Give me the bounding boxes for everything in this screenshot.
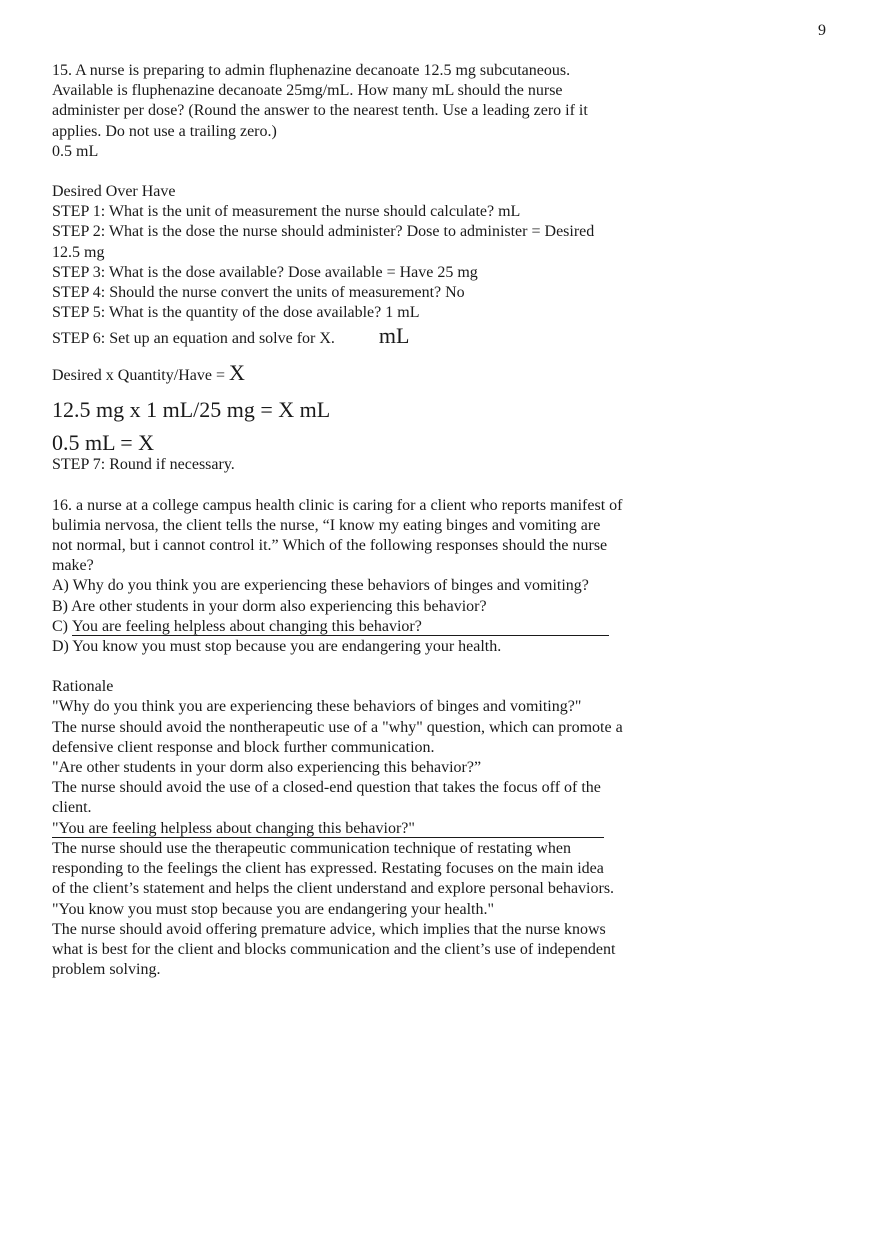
rationale-quote-d: "You know you must stop because you are endangering your health." bbox=[52, 900, 495, 918]
q15-result: 0.5 mL = X bbox=[52, 430, 155, 456]
rationale-section bbox=[52, 677, 692, 980]
q15-stem-line: administer per dose? (Round the answer to the nearest tenth. Use a leading zero if it bbox=[52, 102, 588, 120]
q15-formula bbox=[52, 360, 692, 389]
q15-step: STEP 1: What is the unit of measurement the nurse should calculate? mL bbox=[52, 203, 521, 221]
q15-step: STEP 2: What is the dose the nurse should administer? Dose to administer = Desired bbox=[52, 223, 595, 241]
q15-method: Desired Over Have bbox=[52, 183, 176, 201]
q16-option-b: B) Are other students in your dorm also experiencing this behavior? bbox=[52, 597, 487, 615]
rationale-quote-c-line bbox=[52, 819, 692, 839]
q15-equation: 12.5 mg x 1 mL/25 mg = X mL bbox=[52, 397, 331, 423]
rationale-text: The nurse should avoid offering premature advice, which implies that the nurse knows bbox=[52, 920, 606, 938]
q15-step: STEP 3: What is the dose available? Dose available = Have 25 mg bbox=[52, 263, 478, 281]
q16-stem-line: not normal, but i cannot control it.” Which of the following responses should the nurse bbox=[52, 537, 608, 555]
formula-x: X bbox=[228, 360, 245, 386]
rationale-text: what is best for the client and blocks communication and the client’s use of independent bbox=[52, 940, 616, 958]
q15-step: 12.5 mg bbox=[52, 243, 105, 261]
q16-option-d: D) You know you must stop because you are endangering your health. bbox=[52, 638, 502, 656]
q15-step-7: STEP 7: Round if necessary. bbox=[52, 456, 235, 474]
q15-step: STEP 5: What is the quantity of the dose available? 1 mL bbox=[52, 304, 420, 322]
question-15 bbox=[52, 61, 692, 476]
rationale-text: The nurse should avoid the use of a closed-end question that takes the focus off of the bbox=[52, 779, 601, 797]
q15-answer: 0.5 mL bbox=[52, 142, 99, 160]
q15-step: STEP 4: Should the nurse convert the units of measurement? No bbox=[52, 284, 465, 302]
q16-stem-line: bulimia nervosa, the client tells the nurse, “I know my eating binges and vomiting are bbox=[52, 516, 601, 534]
q15-stem-line: applies. Do not use a trailing zero.) bbox=[52, 122, 277, 140]
page-content bbox=[52, 61, 692, 980]
rationale-text: The nurse should avoid the nontherapeutic use of a "why" question, which can promote a bbox=[52, 718, 623, 736]
q15-stem-line: Available is fluphenazine decanoate 25mg/mL. How many mL should the nurse bbox=[52, 82, 563, 100]
rationale-quote-a: "Why do you think you are experiencing these behaviors of binges and vomiting?" bbox=[52, 698, 582, 716]
rationale-text: responding to the feelings the client has expressed. Restating focuses on the main idea bbox=[52, 860, 604, 878]
question-16 bbox=[52, 496, 692, 658]
q16-option-a: A) Why do you think you are experiencing these behaviors of binges and vomiting? bbox=[52, 577, 589, 595]
rationale-heading: Rationale bbox=[52, 678, 114, 696]
step6-text: STEP 6: Set up an equation and solve for X. bbox=[52, 330, 335, 348]
rationale-text: problem solving. bbox=[52, 961, 161, 979]
q16-stem-line: 16. a nurse at a college campus health clinic is caring for a client who reports manifest of bbox=[52, 496, 623, 514]
rationale-text: defensive client response and block further communication. bbox=[52, 738, 435, 756]
page-number: 9 bbox=[818, 22, 826, 39]
formula-text: Desired x Quantity/Have = bbox=[52, 367, 225, 385]
rationale-text: of the client’s statement and helps the client understand and explore personal behaviors. bbox=[52, 880, 615, 898]
rationale-quote-b: "Are other students in your dorm also experiencing this behavior?” bbox=[52, 759, 482, 777]
step6-unit: mL bbox=[378, 323, 410, 349]
option-c-prefix: C) bbox=[52, 617, 72, 635]
rationale-quote-c: "You are feeling helpless about changing this behavior?" bbox=[52, 820, 604, 838]
q15-stem-line: 15. A nurse is preparing to admin fluphenazine decanoate 12.5 mg subcutaneous. bbox=[52, 62, 571, 79]
option-c-text: You are feeling helpless about changing this behavior? bbox=[72, 618, 609, 636]
rationale-text: client. bbox=[52, 799, 92, 817]
rationale-text: The nurse should use the therapeutic communication technique of restating when bbox=[52, 839, 571, 857]
q16-option-c bbox=[52, 617, 692, 637]
q15-step-6 bbox=[52, 323, 692, 352]
q16-stem-line: make? bbox=[52, 557, 94, 575]
